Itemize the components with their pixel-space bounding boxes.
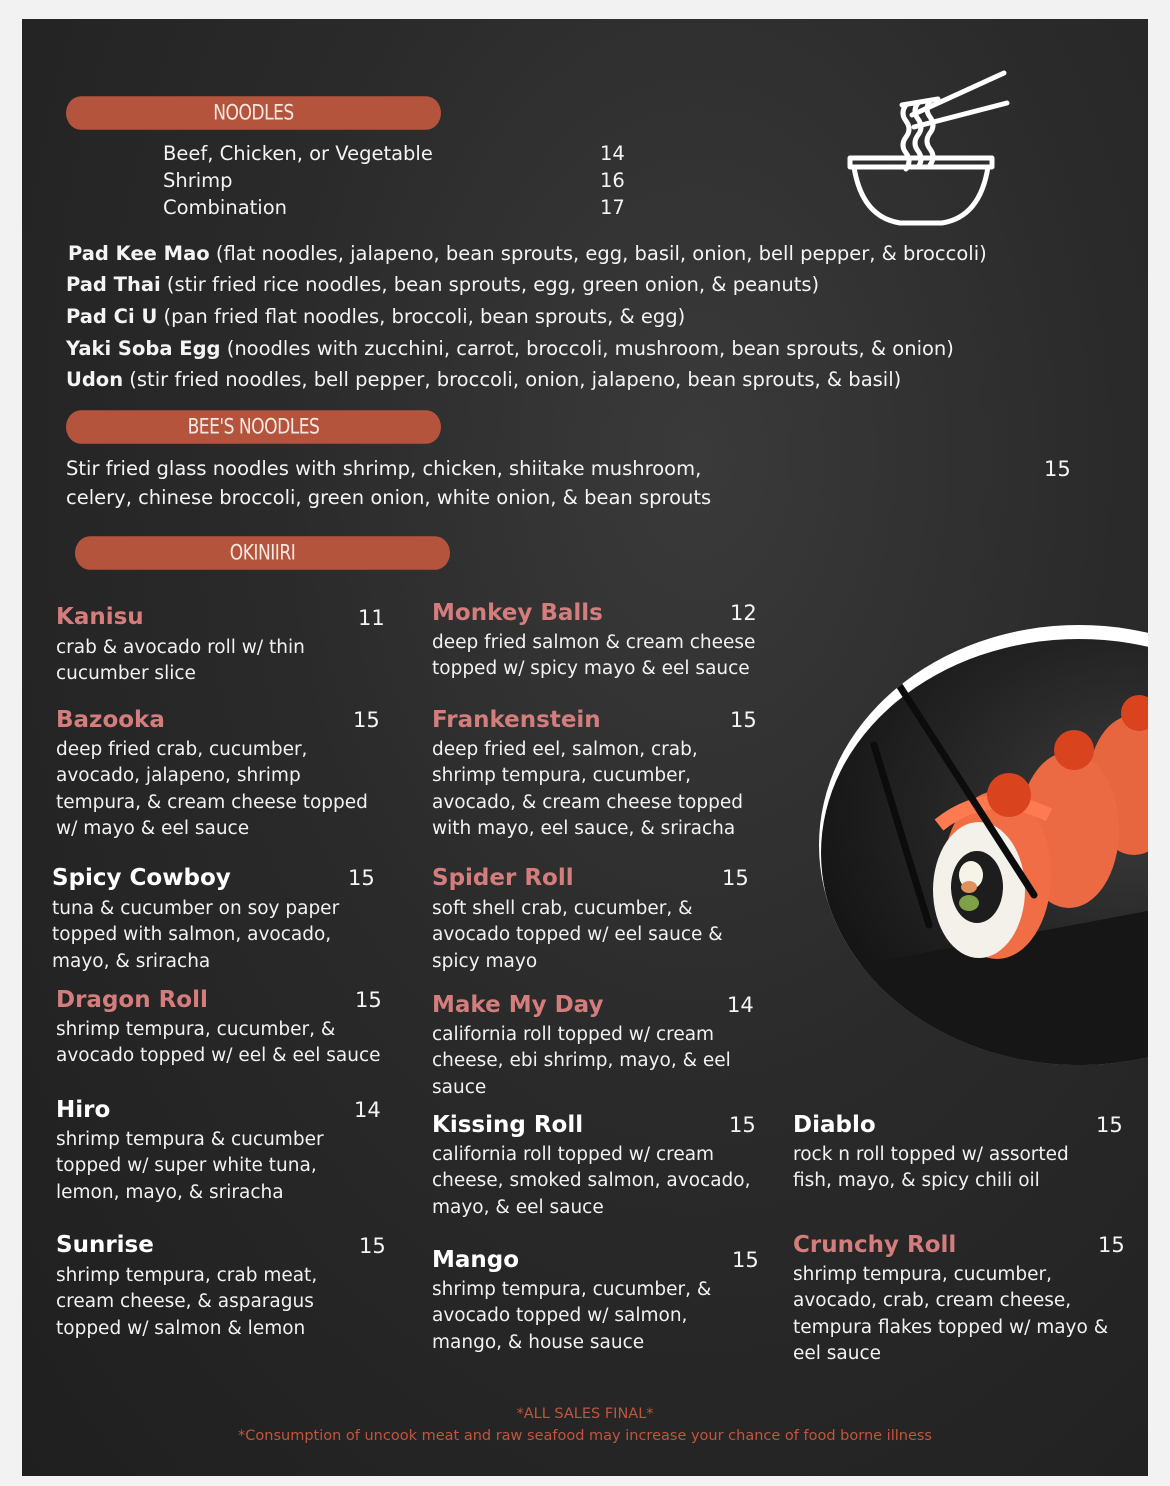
footer-sales-final: *ALL SALES FINAL* [516, 1406, 654, 1422]
okiniiri-item-price: 15 [722, 866, 749, 890]
okiniiri-item-desc: deep fried eel, salmon, crab, shrimp tempura, cucumber, avocado, & cream cheese topped with mayo, eel sauce, & sriracha [432, 739, 743, 839]
okiniiri-item-desc: shrimp tempura, cucumber, & avocado topped w/ eel & eel sauce [56, 1019, 381, 1067]
bees-noodles-banner: BEE'S NOODLES [66, 410, 441, 444]
okiniiri-item-price: 14 [354, 1098, 381, 1122]
okiniiri-item-name: Kissing Roll [432, 1112, 584, 1138]
okiniiri-item-desc: california roll topped w/ cream cheese, smoked salmon, avocado, mayo, & eel sauce [432, 1144, 751, 1218]
noodle-bowl-icon [842, 67, 1012, 237]
noodles-banner: NOODLES [66, 96, 441, 130]
okiniiri-item-name: Spider Roll [432, 865, 574, 891]
okiniiri-item-name: Hiro [56, 1097, 111, 1123]
okiniiri-item-name: Crunchy Roll [793, 1232, 957, 1258]
okiniiri-item-name: Diablo [793, 1112, 876, 1138]
okiniiri-item-name: Mango [432, 1247, 520, 1273]
okiniiri-item-name: Dragon Roll [56, 987, 208, 1013]
noodle-dish: Yaki Soba Egg (noodles with zucchini, carrot, broccoli, mushroom, bean sprouts, & onion) [66, 337, 954, 360]
okiniiri-item-price: 11 [358, 606, 385, 630]
okiniiri-item-price: 15 [732, 1248, 759, 1272]
noodles-size-price: 16 [600, 169, 625, 192]
okiniiri-item-price: 15 [353, 708, 380, 732]
noodles-size-label: Shrimp [163, 169, 233, 192]
okiniiri-item-price: 14 [727, 993, 754, 1017]
menu-page [22, 19, 1148, 1476]
footer-disclaimer: *Consumption of uncook meat and raw seafood may increase your chance of food borne illness [238, 1428, 932, 1444]
okiniiri-item-price: 15 [1098, 1233, 1125, 1257]
noodles-size-label: Beef, Chicken, or Vegetable [163, 142, 433, 165]
okiniiri-item-desc: shrimp tempura, crab meat, cream cheese, & asparagus topped w/ salmon & lemon [56, 1265, 318, 1339]
okiniiri-item-price: 12 [730, 601, 757, 625]
okiniiri-item-name: Make My Day [432, 992, 604, 1018]
okiniiri-banner: OKINIIRI [75, 536, 450, 570]
okiniiri-item-name: Monkey Balls [432, 600, 603, 626]
okiniiri-item-price: 15 [730, 708, 757, 732]
okiniiri-item-desc: california roll topped w/ cream cheese, ebi shrimp, mayo, & eel sauce [432, 1024, 731, 1098]
okiniiri-item-name: Spicy Cowboy [52, 865, 231, 891]
okiniiri-item-desc: tuna & cucumber on soy paper topped with salmon, avocado, mayo, & sriracha [52, 898, 340, 972]
bees-noodles-desc: Stir fried glass noodles with shrimp, chicken, shiitake mushroom, [66, 457, 702, 480]
noodle-dish: Pad Thai (stir fried rice noodles, bean sprouts, egg, green onion, & peanuts) [66, 273, 820, 296]
noodles-size-price: 14 [600, 142, 625, 165]
okiniiri-item-name: Kanisu [56, 604, 144, 630]
noodle-dish: Pad Ci U (pan fried flat noodles, broccoli, bean sprouts, & egg) [66, 305, 686, 328]
okiniiri-item-desc: deep fried crab, cucumber, avocado, jalapeno, shrimp tempura, & cream cheese topped w/ mayo & eel sauce [56, 739, 368, 839]
okiniiri-item-name: Bazooka [56, 707, 165, 733]
okiniiri-item-desc: crab & avocado roll w/ thin cucumber slice [56, 637, 305, 685]
okiniiri-item-desc: shrimp tempura, cucumber, & avocado topped w/ salmon, mango, & house sauce [432, 1279, 712, 1353]
okiniiri-item-desc: rock n roll topped w/ assorted fish, mayo, & spicy chili oil [793, 1144, 1081, 1192]
okiniiri-item-price: 15 [355, 988, 382, 1012]
noodle-dish: Pad Kee Mao (flat noodles, jalapeno, bean sprouts, egg, basil, onion, bell pepper, & broccoli) [68, 242, 987, 265]
okiniiri-item-price: 15 [729, 1113, 756, 1137]
noodles-size-label: Combination [163, 196, 287, 219]
noodle-dish: Udon (stir fried noodles, bell pepper, broccoli, onion, jalapeno, bean sprouts, & basil) [66, 368, 902, 391]
okiniiri-item-price: 15 [1096, 1113, 1123, 1137]
noodles-size-price: 17 [600, 196, 625, 219]
okiniiri-item-desc: shrimp tempura, cucumber, avocado, crab, cream cheese, tempura flakes topped w/ mayo & eel sauce [793, 1264, 1109, 1364]
okiniiri-item-name: Sunrise [56, 1232, 154, 1258]
okiniiri-item-price: 15 [348, 866, 375, 890]
okiniiri-item-desc: shrimp tempura & cucumber topped w/ super white tuna, lemon, mayo, & sriracha [56, 1129, 324, 1203]
bees-noodles-desc: celery, chinese broccoli, green onion, white onion, & bean sprouts [66, 486, 712, 509]
sushi-roll-photo [819, 625, 1148, 1065]
bees-noodles-price: 15 [1044, 457, 1071, 481]
okiniiri-item-desc: deep fried salmon & cream cheese topped w/ spicy mayo & eel sauce [432, 632, 756, 680]
okiniiri-item-price: 15 [359, 1234, 386, 1258]
okiniiri-item-desc: soft shell crab, cucumber, & avocado topped w/ eel sauce & spicy mayo [432, 898, 723, 972]
okiniiri-item-name: Frankenstein [432, 707, 601, 733]
